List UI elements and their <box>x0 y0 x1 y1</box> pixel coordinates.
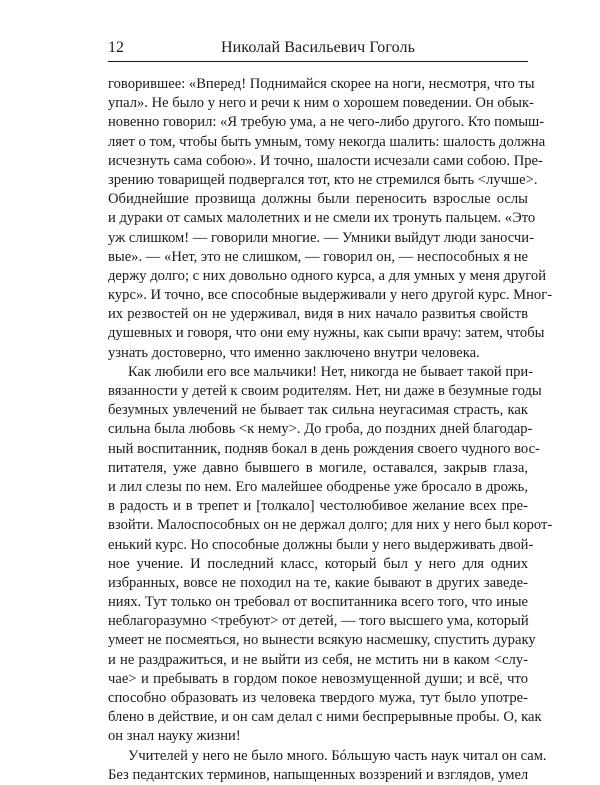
text-line: умеет не посмеяться, но вынести всякую насмешку, спустить дураку <box>108 632 536 649</box>
text-line: взойти. Малоспособных он не держал долго; для них у него был корот- <box>108 517 553 534</box>
text-line: избранных, вовсе не походил на те, какие бывают в других заведе- <box>108 574 528 591</box>
text-line: вые». — «Нет, это не слишком, — говорил он, — неспособных я не <box>108 248 528 265</box>
text-line: способно образовать из человека твердого мужа, тут было употре- <box>108 690 528 706</box>
page-header <box>108 37 528 59</box>
text-line: и дураки от самых малолетних и не смели их тронуть пальцем. «Это <box>108 210 536 227</box>
body-text <box>108 75 553 785</box>
text-line: говорившее: «Вперед! Поднимайся скорее на ноги, несмотря, что ты <box>108 76 535 92</box>
text-line: Как любили его все мальчики! Нет, никогда не бывает такой при- <box>128 363 534 380</box>
text-line: чае> и пребывать в гордом покое невозмущенной души; и всё, что <box>108 670 528 687</box>
text-line: ниях. Тут только он требовал от воспитанника всего того, что иные <box>108 594 528 611</box>
text-line: новенно говорил: «Я требую ума, а не чего-либо другого. Кто помыш- <box>108 114 545 131</box>
text-line: ляет о том, чтобы быть умным, тому некогда шалить: шалость должна <box>108 133 546 150</box>
text-line: неблагоразумно <требуют> от детей, — того высшего ума, который <box>108 613 529 630</box>
text-line: упал». Не было у него и речи к ним о хорошем поведении. Он обык- <box>108 95 534 112</box>
text-line: блено в действие, и он сам делал с ними беспрерывные пробы. О, как <box>108 709 542 726</box>
text-line: в радость и в трепет и [толкало] честолюбивое желание всех пре- <box>108 498 528 515</box>
text-line: Обиднейшие прозвища должны были переносить взрослые ослы <box>108 191 528 208</box>
text-line: узнать достоверно, что именно заключено внутри человека. <box>108 344 480 361</box>
text-line: исчезнуть сама собою». И точно, шалости исчезали сами собою. Пре- <box>108 152 543 169</box>
paragraph <box>108 363 553 747</box>
running-title: Николай Васильевич Гоголь <box>220 39 416 56</box>
text-line: курс». И точно, все способные выдерживали у него другой курс. Мног- <box>108 287 553 304</box>
text-line: вязанности у детей к своим родителям. Нет, ни даже в безумные годы <box>108 383 542 399</box>
text-line: уж слишком! — говорили многие. — Умники выйдут люди заносчи- <box>108 229 534 246</box>
text-line: ное учение. И последний класс, который был у него для одних <box>108 555 528 572</box>
text-line: Учителей у него не было много. Бóльшую часть наук читал он сам. <box>128 747 547 764</box>
paragraph <box>108 747 547 785</box>
text-line: енький курс. Но способные должны были у него выдерживать двой- <box>108 536 534 553</box>
text-line: и не раздражиться, и не выйти из себя, не мстить ни в каком <слу- <box>108 651 528 668</box>
text-line: душевных и говоря, что они ему нужны, как сыпи врачу: затем, чтобы <box>108 325 545 342</box>
text-line: и лил слезы по нем. Его малейшее ободренье уже бросало в дрожь, <box>108 478 528 495</box>
page-number: 12 <box>108 39 124 56</box>
header-rule <box>108 61 528 62</box>
text-line: он знал науку жизни! <box>108 728 241 745</box>
text-line: их резвостей он не удерживал, видя в них начало развитья свойств <box>108 306 528 323</box>
text-line: ный воспитанник, подняв бокал в день рождения своего чудного вос- <box>108 440 540 457</box>
text-line: держу долго; с них довольно одного курса, а для умных у меня другой <box>108 267 547 284</box>
paragraph <box>108 75 553 363</box>
text-line: сильна была любовь <к нему>. До гроба, до поздних дней благодар- <box>108 421 533 438</box>
text-line: Без педантских терминов, напыщенных воззрений и взглядов, умел <box>108 766 529 783</box>
text-line: зрению товарищей подвергался тот, кто не стремился быть <лучше>. <box>108 171 538 188</box>
text-line: безумных увлечений не бывает так сильна неугасимая страсть, как <box>108 402 528 419</box>
text-line: питателя, уже давно бывшего в могиле, оставался, закрыв глаза, <box>108 459 528 476</box>
